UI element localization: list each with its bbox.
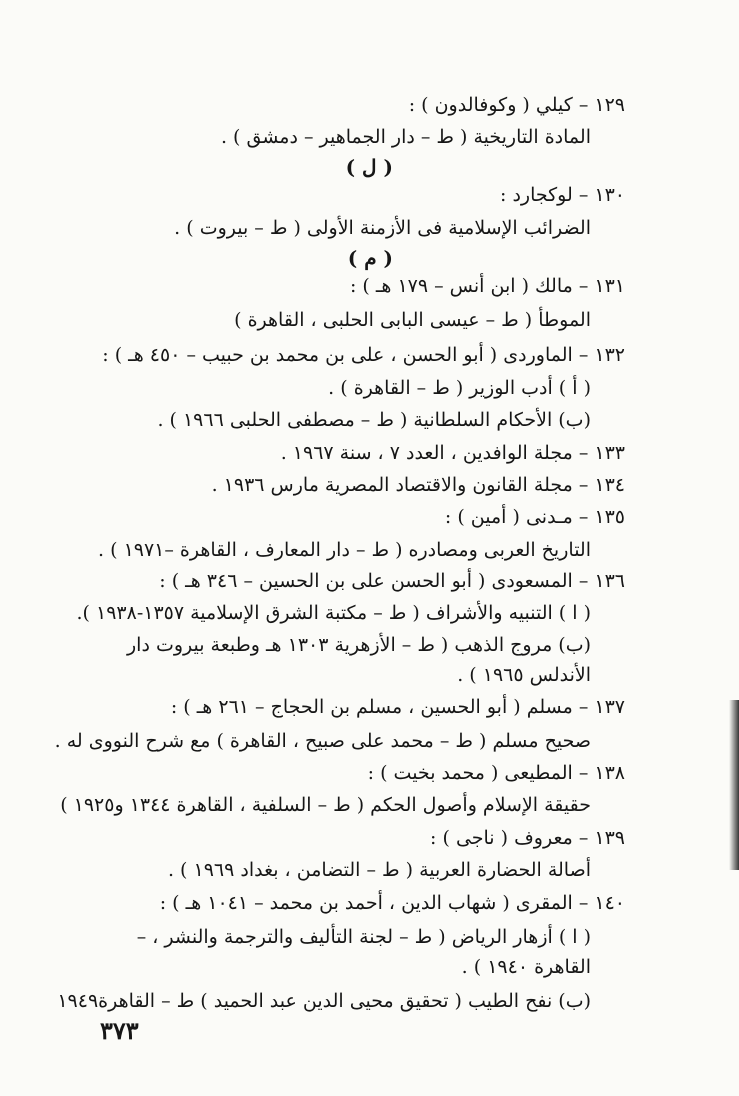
page-number: ٣٧٣	[100, 1016, 139, 1045]
entry-137-title: صحيح مسلم ( ط – محمد على صبيح ، القاهرة ) مع شرح النووى له .	[54, 730, 591, 752]
entry-140-title-a: ( ا ) أزهار الرياض ( ط – لجنة التأليف والترجمة والنشر ، – القاهرة ١٩٤٠ ) .	[136, 926, 591, 978]
entry-139-title: أصالة الحضارة العربية ( ط – التضامن ، بغداد ١٩٦٩ ) .	[167, 859, 591, 881]
entry-135-heading: ١٣٥ – مـدنى ( أمين ) :	[444, 506, 625, 528]
entry-138-title: حقيقة الإسلام وأصول الحكم ( ط – السلفية ، القاهرة ١٣٤٤ و١٩٢٥ )	[60, 794, 591, 816]
section-letter-mim: ( م )	[347, 246, 393, 270]
entry-139-heading: ١٣٩ – معروف ( ناجى ) :	[430, 827, 625, 849]
entry-132-title-a: ( أ ) أدب الوزير ( ط – القاهرة ) .	[328, 377, 591, 399]
entry-132-heading: ١٣٢ – الماوردى ( أبو الحسن ، على بن محمد بن حبيب – ٤٥٠ هـ ) :	[102, 344, 625, 366]
entry-135-title: التاريخ العربى ومصادره ( ط – دار المعارف ، القاهرة –١٩٧١ ) .	[98, 539, 591, 561]
entry-130-heading: ١٣٠ – لوكجارد :	[500, 184, 625, 206]
entry-130-title: الضرائب الإسلامية فى الأزمنة الأولى ( ط – بيروت ) .	[174, 217, 591, 239]
entry-134-heading: ١٣٤ – مجلة القانون والاقتصاد المصرية مارس ١٩٣٦ .	[211, 474, 625, 496]
entry-129-title: المادة التاريخية ( ط – دار الجماهير – دمشق ) .	[220, 126, 591, 148]
entry-132-title-b: (ب) الأحكام السلطانية ( ط – مصطفى الحلبى ١٩٦٦ ) .	[157, 409, 591, 431]
entry-136-title-a: ( ا ) التنبيه والأشراف ( ط – مكتبة الشرق الإسلامية ١٣٥٧-١٩٣٨ ).	[76, 602, 591, 624]
entry-133-heading: ١٣٣ – مجلة الوافدين ، العدد ٧ ، سنة ١٩٦٧ .	[280, 442, 625, 464]
entry-131-title: الموطأ ( ط – عيسى البابى الحلبى ، القاهرة )	[234, 309, 591, 331]
page-edge-shadow	[729, 700, 739, 870]
entry-140-heading: ١٤٠ – المقرى ( شهاب الدين ، أحمد بن محمد – ١٠٤١ هـ ) :	[159, 892, 625, 914]
entry-137-heading: ١٣٧ – مسلم ( أبو الحسين ، مسلم بن الحجاج – ٢٦١ هـ ) :	[170, 696, 625, 718]
entry-140-title-b: (ب) نفح الطيب ( تحقيق محيى الدين عبد الحميد ) ط – القاهرة١٩٤٩	[57, 990, 591, 1012]
entry-138-heading: ١٣٨ – المطيعى ( محمد بخيت ) :	[367, 762, 625, 784]
entry-136-heading: ١٣٦ – المسعودى ( أبو الحسن على بن الحسين – ٣٤٦ هـ ) :	[159, 570, 625, 592]
entry-136-title-b: (ب) مروج الذهب ( ط – الأزهرية ١٣٠٣ هـ وطبعة بيروت دار الأندلس ١٩٦٥ ) .	[127, 634, 591, 686]
section-letter-lam: ( ل )	[345, 155, 393, 179]
entry-129-heading: ١٢٩ – كيلي ( وكوفالدون ) :	[408, 94, 625, 116]
entry-131-heading: ١٣١ – مالك ( ابن أنس – ١٧٩ هـ ) :	[349, 275, 625, 297]
